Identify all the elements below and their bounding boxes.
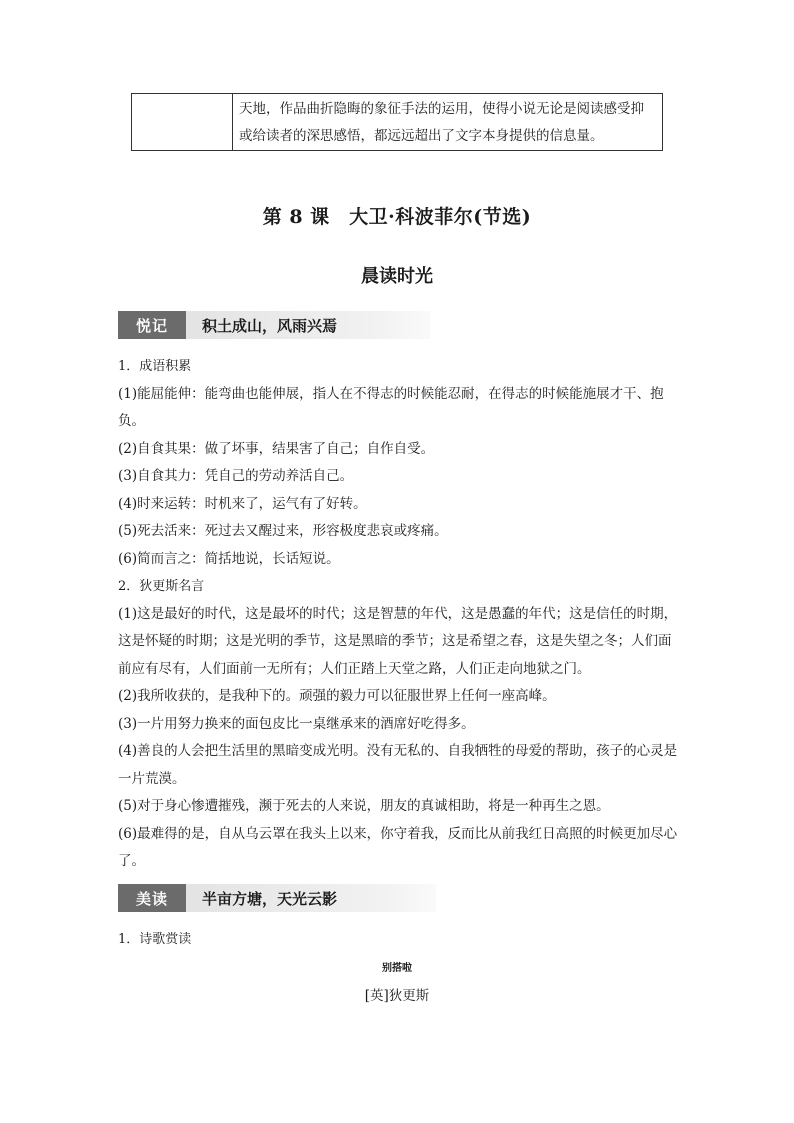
poem-title: 别搭啦 — [382, 963, 412, 974]
list-item: (3)自食其力：凭自己的劳动养活自己。 — [118, 468, 354, 484]
list-item: (4)时来运转：时机来了，运气有了好转。 — [118, 495, 367, 512]
quotes-heading: 2．狄更斯名言 — [118, 579, 205, 594]
continuation-table — [131, 93, 663, 151]
list-item: (2)自食其果：做了坏事，结果害了自己；自作自受。 — [118, 440, 435, 457]
list-item: (1)能屈能伸：能弯曲也能伸展，指人在不得志的时候能忍耐，在得志的时候能施展才干、抱负。 — [118, 385, 664, 429]
section-band-meidu — [118, 884, 436, 912]
band-heading: 半亩方塘，天光云影 — [186, 884, 436, 912]
list-item: (6)简而言之：简括地说，长话短说。 — [118, 550, 340, 567]
band-tag: 美读 — [118, 884, 186, 912]
poem-author: [英]狄更斯 — [364, 988, 430, 1004]
idiom-heading: 1．成语积累 — [118, 359, 192, 374]
lesson-title: 第 8 课 大卫·科波菲尔(节选) — [262, 206, 532, 228]
section-title: 晨读时光 — [361, 266, 433, 287]
band-tag: 悦记 — [118, 311, 186, 339]
table-left-cell — [132, 94, 233, 150]
table-right-cell: 天地，作品曲折隐晦的象征手法的运用，使得小说无论是阅读感受抑或给读者的深思感悟，都远远超出了文字本身提供的信息量。 — [239, 101, 644, 144]
list-item: (6)最难得的是，自从乌云罩在我头上以来，你守着我，反而比从前我红日高照的时候更加尽心了。 — [118, 825, 678, 869]
list-item: (2)我所收获的，是我种下的。顽强的毅力可以征服世界上任何一座高峰。 — [118, 688, 556, 704]
list-item: (1)这是最好的时代，这是最坏的时代；这是智慧的年代，这是愚蠢的年代；这是信任的时期，这是怀疑的时期；这是光明的季节，这是黑暗的季节；这是希望之春，这是失望之冬；人们面前应有尽有，人们面前一无所有；人们正踏上天堂之路，人们正走向地狱之门。 — [118, 605, 678, 677]
poetry-heading: 1．诗歌赏读 — [118, 932, 192, 947]
list-item: (5)对于身心惨遭摧残，濒于死去的人来说，朋友的真诚相助，将是一种再生之恩。 — [118, 798, 610, 814]
list-item: (4)善良的人会把生活里的黑暗变成光明。没有无私的、自我牺牲的母爱的帮助，孩子的心灵是一片荒漠。 — [118, 743, 678, 787]
section-band-yueji — [118, 311, 430, 339]
content-block-2 — [118, 926, 678, 954]
band-heading: 积土成山，风雨兴焉 — [186, 311, 430, 339]
list-item: (5)死去活来：死过去又醒过来，形容极度悲哀或疼痛。 — [118, 523, 448, 539]
list-item: (3)一片用努力换来的面包皮比一桌继承来的酒席好吃得多。 — [118, 715, 475, 732]
content-block-1 — [118, 353, 678, 876]
